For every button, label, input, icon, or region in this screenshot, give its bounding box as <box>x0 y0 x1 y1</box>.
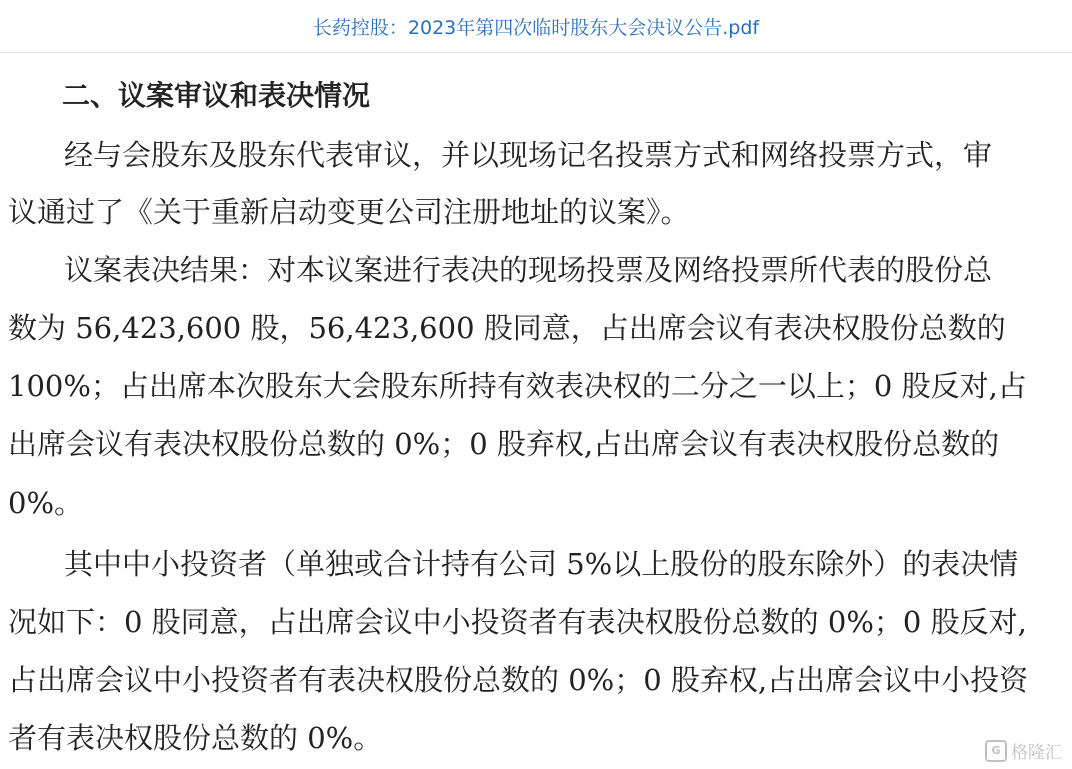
paragraph-line: 经与会股东及股东代表审议，并以现场记名投票方式和网络投票方式，审 <box>64 138 993 172</box>
paragraph-line: 占出席会议中小投资者有表决权股份总数的 0%；0 股弃权,占出席会议中小投资 <box>8 663 1029 697</box>
paragraph-line: 其中中小投资者（单独或合计持有公司 5%以上股份的股东除外）的表决情 <box>64 547 1019 581</box>
document-page <box>0 52 1072 769</box>
paragraph-line: 0%。 <box>8 486 84 520</box>
document-title: 长药控股：2023年第四次临时股东大会决议公告.pdf <box>312 16 760 39</box>
paragraph-line: 100%；占出席本次股东大会股东所持有效表决权的二分之一以上；0 股反对,占 <box>8 369 1027 403</box>
watermark-logo-icon: G <box>985 740 1007 762</box>
paragraph-line: 议案表决结果：对本议案进行表决的现场投票及网络投票所代表的股份总 <box>64 253 993 287</box>
paragraph-line: 况如下：0 股同意，占出席会议中小投资者有表决权股份总数的 0%；0 股反对, <box>8 605 1027 639</box>
section-heading: 二、议案审议和表决情况 <box>62 79 371 112</box>
paragraph-line: 议通过了《关于重新启动变更公司注册地址的议案》。 <box>8 195 690 229</box>
paragraph-line: 数为 56,423,600 股，56,423,600 股同意，占出席会议有表决权股份总数的 <box>8 311 1006 345</box>
watermark-text: 格隆汇 <box>1011 743 1062 763</box>
watermark <box>985 738 1062 763</box>
document-title-bar <box>0 0 1072 53</box>
paragraph-line: 出席会议有表决权股份总数的 0%；0 股弃权,占出席会议有表决权股份总数的 <box>8 427 1000 461</box>
paragraph-line: 者有表决权股份总数的 0%。 <box>8 721 383 755</box>
